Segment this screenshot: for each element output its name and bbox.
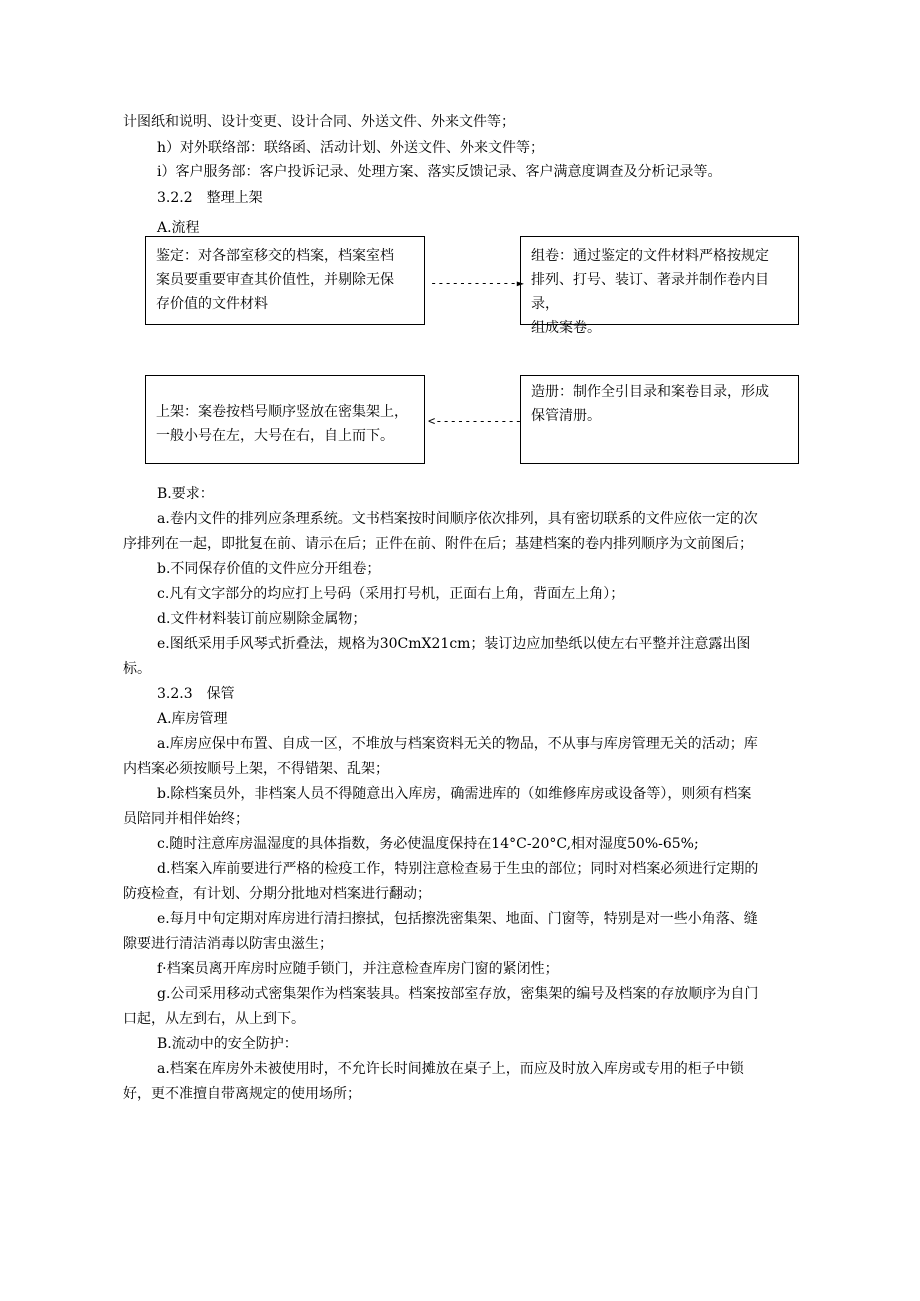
- box-line: 上架：案卷按档号顺序竖放在密集架上，: [156, 404, 408, 420]
- box-line: 保管清册。: [531, 408, 601, 424]
- box-line: 排列、打号、装订、著录并制作卷内目录，: [531, 272, 769, 312]
- storage-b-cont: 员陪同并相伴始终；: [123, 811, 249, 827]
- storage-b: b.除档案员外，非档案人员不得随意出入库房，确需进库的（如维修库房或设备等），则须有档案: [157, 786, 752, 802]
- safety-a-cont: 好，更不准擅自带离规定的使用场所；: [123, 1086, 361, 1102]
- storage-a: a.库房应保中布置、自成一区，不堆放与档案资料无关的物品，不从事与库房管理无关的活动；库: [157, 736, 758, 752]
- box-line: 造册：制作全引目录和案卷目录，形成: [531, 384, 769, 400]
- box-line: 存价值的文件材料: [156, 296, 268, 312]
- box-line: 鉴定：对各部室移交的档案，档案室档: [156, 248, 394, 264]
- requirement-d: d.文件材料装订前应剔除金属物；: [157, 611, 367, 627]
- safety-title: B.流动中的安全防护：: [157, 1036, 298, 1052]
- flow-box-shelving: [145, 375, 425, 464]
- requirement-e: e.图纸采用手风琴式折叠法，规格为30CmX21cm；装订边应加垫纸以使左右平整并注意露出图: [157, 636, 751, 652]
- flow-box-registry: [520, 375, 799, 464]
- requirement-a-cont: 序排列在一起，即批复在前、请示在后；正件在前、附件在后；基建档案的卷内排列顺序为文前图后；: [123, 536, 753, 552]
- requirements-title: B.要求：: [157, 486, 214, 502]
- storage-d: d.档案入库前要进行严格的检疫工作，特别注意检查易于生虫的部位；同时对档案必须进行定期的: [157, 861, 759, 877]
- requirement-a: a.卷内文件的排列应条理系统。文书档案按时间顺序依次排列，具有密切联系的文件应依一定的次: [157, 511, 758, 527]
- requirement-c: c.凡有文字部分的均应打上号码（采用打号机，正面右上角，背面左上角）；: [157, 586, 625, 602]
- flow-arrow-left: <------------: [428, 414, 522, 428]
- safety-a: a.档案在库房外未被使用时，不允许长时间摊放在桌子上，而应及时放入库房或专用的柜子中锁: [157, 1061, 744, 1077]
- requirement-b: b.不同保存价值的文件应分开组卷；: [157, 561, 381, 577]
- box-line: 组成案卷。: [531, 320, 601, 336]
- storage-title: A.库房管理: [157, 711, 228, 727]
- flow-box-grouping: [520, 236, 799, 336]
- list-item-i: i）客户服务部：客户投诉记录、处理方案、落实反馈记录、客户满意度调查及分析记录等。: [157, 164, 722, 180]
- section-heading-3-2-2: 3.2.2 整理上架: [157, 190, 263, 206]
- flow-box-appraisal: [145, 236, 425, 325]
- storage-g-cont: 口起，从左到右，从上到下。: [123, 1011, 305, 1027]
- storage-d-cont: 防疫检查，有计划、分期分批地对档案进行翻动；: [123, 886, 431, 902]
- box-line: 案员要重要审查其价值性，并剔除无保: [156, 272, 394, 288]
- storage-g: g.公司采用移动式密集架作为档案装具。档案按部室存放，密集架的编号及档案的存放顺序为自门: [157, 986, 759, 1002]
- box-line: 组卷：通过鉴定的文件材料严格按规定: [531, 248, 769, 264]
- flow-arrow-right: ------------►: [430, 276, 524, 290]
- storage-f: f·档案员离开库房时应随手锁门，并注意检查库房门窗的紧闭性；: [157, 961, 559, 977]
- paragraph-line: 计图纸和说明、设计变更、设计合同、外送文件、外来文件等；: [123, 114, 515, 130]
- storage-e: e.每月中旬定期对库房进行清扫擦拭，包括擦洗密集架、地面、门窗等，特别是对一些小角落、缝: [157, 911, 758, 927]
- storage-c: c.随时注意库房温湿度的具体指数，务必使温度保持在14°C-20°C,相对湿度50%-65%;: [157, 836, 699, 852]
- storage-a-cont: 内档案必须按顺号上架，不得错架、乱架；: [123, 761, 389, 777]
- flow-title: A.流程: [157, 220, 200, 236]
- box-line: 一般小号在左，大号在右，自上而下。: [156, 428, 394, 444]
- storage-e-cont: 隙要进行清洁消毒以防害虫滋生；: [123, 936, 333, 952]
- list-item-h: h）对外联络部：联络函、活动计划、外送文件、外来文件等；: [157, 140, 545, 156]
- section-heading-3-2-3: 3.2.3 保管: [157, 686, 235, 702]
- requirement-e-cont: 标。: [123, 661, 151, 677]
